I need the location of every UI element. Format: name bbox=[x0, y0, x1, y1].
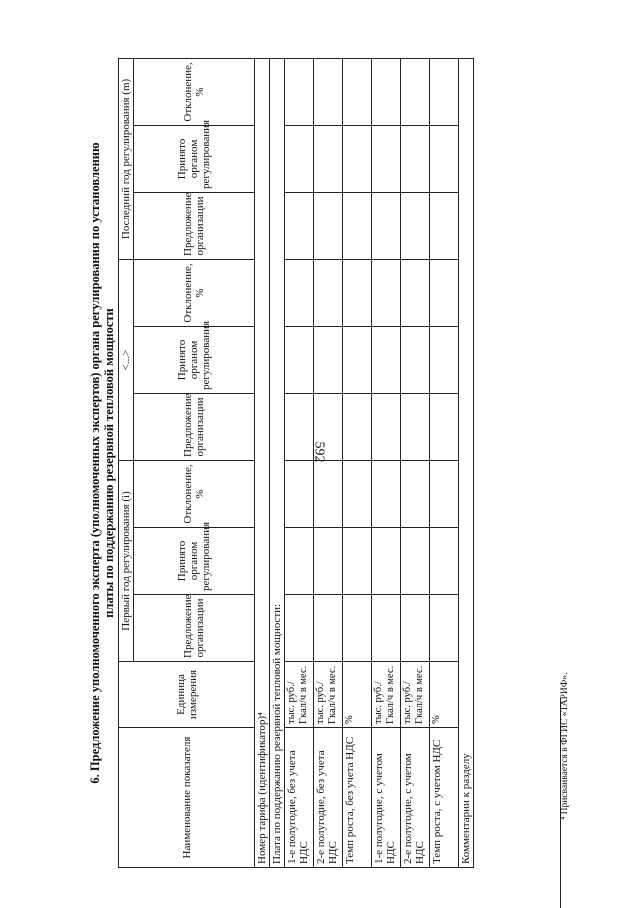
value-cell[interactable] bbox=[343, 259, 372, 326]
sub-accepted-2: Принято органом регулирования bbox=[134, 326, 255, 393]
value-cell[interactable] bbox=[285, 259, 314, 326]
value-cell[interactable] bbox=[430, 595, 459, 662]
heading-line-2: платы по поддержанию резервной тепловой мощности bbox=[102, 308, 116, 618]
value-cell[interactable] bbox=[401, 460, 430, 527]
value-cell[interactable] bbox=[285, 58, 314, 125]
value-cell[interactable] bbox=[285, 460, 314, 527]
value-cell[interactable] bbox=[285, 393, 314, 460]
value-cell[interactable] bbox=[401, 125, 430, 192]
page-number: 592 bbox=[311, 441, 327, 463]
table-row bbox=[430, 58, 459, 867]
value-cell[interactable] bbox=[285, 326, 314, 393]
tariff-table bbox=[118, 58, 474, 868]
value-cell[interactable] bbox=[430, 125, 459, 192]
row-label: Темп роста, без учета НДС bbox=[343, 728, 372, 868]
value-cell[interactable] bbox=[401, 259, 430, 326]
value-cell[interactable] bbox=[314, 528, 343, 595]
row-label: Плата по поддержанию резервной тепловой мощности: bbox=[270, 58, 285, 867]
value-cell[interactable] bbox=[314, 259, 343, 326]
row-unit: тыс. руб./Гкал/ч в мес. bbox=[401, 662, 430, 728]
table-row bbox=[255, 58, 270, 867]
value-cell[interactable] bbox=[430, 259, 459, 326]
value-cell[interactable] bbox=[401, 595, 430, 662]
value-cell[interactable] bbox=[314, 393, 343, 460]
value-cell[interactable] bbox=[372, 326, 401, 393]
sub-proposal-1: Предложение организации bbox=[134, 595, 255, 662]
value-cell[interactable] bbox=[343, 192, 372, 259]
value-cell[interactable] bbox=[430, 460, 459, 527]
header-unit: Единица измерения bbox=[119, 662, 255, 728]
row-label: 2-е полугодие, без учета НДС bbox=[314, 728, 343, 868]
value-cell[interactable] bbox=[372, 192, 401, 259]
value-cell[interactable] bbox=[285, 125, 314, 192]
sub-deviation-1: Отклонение, % bbox=[134, 460, 255, 527]
row-unit: тыс. руб./Гкал/ч в мес. bbox=[372, 662, 401, 728]
header-group-mid: <...> bbox=[119, 259, 134, 460]
value-cell[interactable] bbox=[314, 125, 343, 192]
value-cell[interactable] bbox=[343, 460, 372, 527]
value-cell[interactable] bbox=[285, 528, 314, 595]
value-cell[interactable] bbox=[401, 528, 430, 595]
sub-accepted-3: Принято органом регулирования bbox=[134, 125, 255, 192]
value-cell[interactable] bbox=[430, 393, 459, 460]
header-group-first: Первый год регулирования (i) bbox=[119, 460, 134, 661]
header-group-last: Последний год регулирования (m) bbox=[119, 58, 134, 259]
header-name: Наименование показателя bbox=[119, 728, 255, 868]
sub-proposal-3: Предложение организации bbox=[134, 192, 255, 259]
row-label: 2-е полугодие, с учетом НДС bbox=[401, 728, 430, 868]
value-cell[interactable] bbox=[343, 58, 372, 125]
table-row bbox=[343, 58, 372, 867]
row-unit: тыс. руб./Гкал/ч в мес. bbox=[285, 662, 314, 728]
value-cell[interactable] bbox=[372, 125, 401, 192]
sub-deviation-3: Отклонение, % bbox=[134, 58, 255, 125]
value-cell[interactable] bbox=[430, 58, 459, 125]
footnote: ⁴ Присваивается в ФГИС «ТАРИФ». bbox=[560, 672, 570, 820]
value-cell[interactable] bbox=[430, 528, 459, 595]
sub-deviation-2: Отклонение, % bbox=[134, 259, 255, 326]
heading-line-1: 6. Предложение уполномоченного эксперта (уполномоченных экспертов) органа регулирования по установлению bbox=[88, 142, 102, 784]
table-row bbox=[372, 58, 401, 867]
row-label: Темп роста, с учетом НДС bbox=[430, 728, 459, 868]
value-cell[interactable] bbox=[430, 326, 459, 393]
value-cell[interactable] bbox=[401, 58, 430, 125]
value-cell[interactable] bbox=[401, 393, 430, 460]
sub-accepted-1: Принято органом регулирования bbox=[134, 528, 255, 595]
value-cell[interactable] bbox=[372, 58, 401, 125]
value-cell[interactable] bbox=[285, 192, 314, 259]
table-row bbox=[401, 58, 430, 867]
value-cell[interactable] bbox=[372, 595, 401, 662]
rotated-form bbox=[88, 58, 508, 868]
value-cell[interactable] bbox=[314, 58, 343, 125]
value-cell[interactable] bbox=[372, 259, 401, 326]
table-row bbox=[314, 58, 343, 867]
value-cell[interactable] bbox=[401, 326, 430, 393]
table-row bbox=[285, 58, 314, 867]
row-label: 1-е полугодие, без учета НДС bbox=[285, 728, 314, 868]
section-heading bbox=[88, 58, 116, 868]
table-row bbox=[270, 58, 285, 867]
value-cell[interactable] bbox=[343, 326, 372, 393]
value-cell[interactable] bbox=[314, 460, 343, 527]
value-cell[interactable] bbox=[372, 460, 401, 527]
value-cell[interactable] bbox=[343, 595, 372, 662]
value-cell[interactable] bbox=[314, 595, 343, 662]
value-cell[interactable] bbox=[372, 528, 401, 595]
row-unit: % bbox=[343, 662, 372, 728]
value-cell[interactable] bbox=[343, 528, 372, 595]
row-label: Номер тарифа (идентификатор)⁴ bbox=[255, 58, 270, 867]
sub-proposal-2: Предложение организации bbox=[134, 393, 255, 460]
row-unit: % bbox=[430, 662, 459, 728]
value-cell[interactable] bbox=[314, 326, 343, 393]
row-label: 1-е полугодие, с учетом НДС bbox=[372, 728, 401, 868]
value-cell[interactable] bbox=[401, 192, 430, 259]
value-cell[interactable] bbox=[343, 393, 372, 460]
value-cell[interactable] bbox=[343, 125, 372, 192]
value-cell[interactable] bbox=[430, 192, 459, 259]
value-cell[interactable] bbox=[372, 393, 401, 460]
table-row bbox=[459, 58, 474, 867]
row-unit: тыс. руб./Гкал/ч в мес. bbox=[314, 662, 343, 728]
row-label: Комментарии к разделу bbox=[459, 58, 474, 867]
value-cell[interactable] bbox=[314, 192, 343, 259]
value-cell[interactable] bbox=[285, 595, 314, 662]
